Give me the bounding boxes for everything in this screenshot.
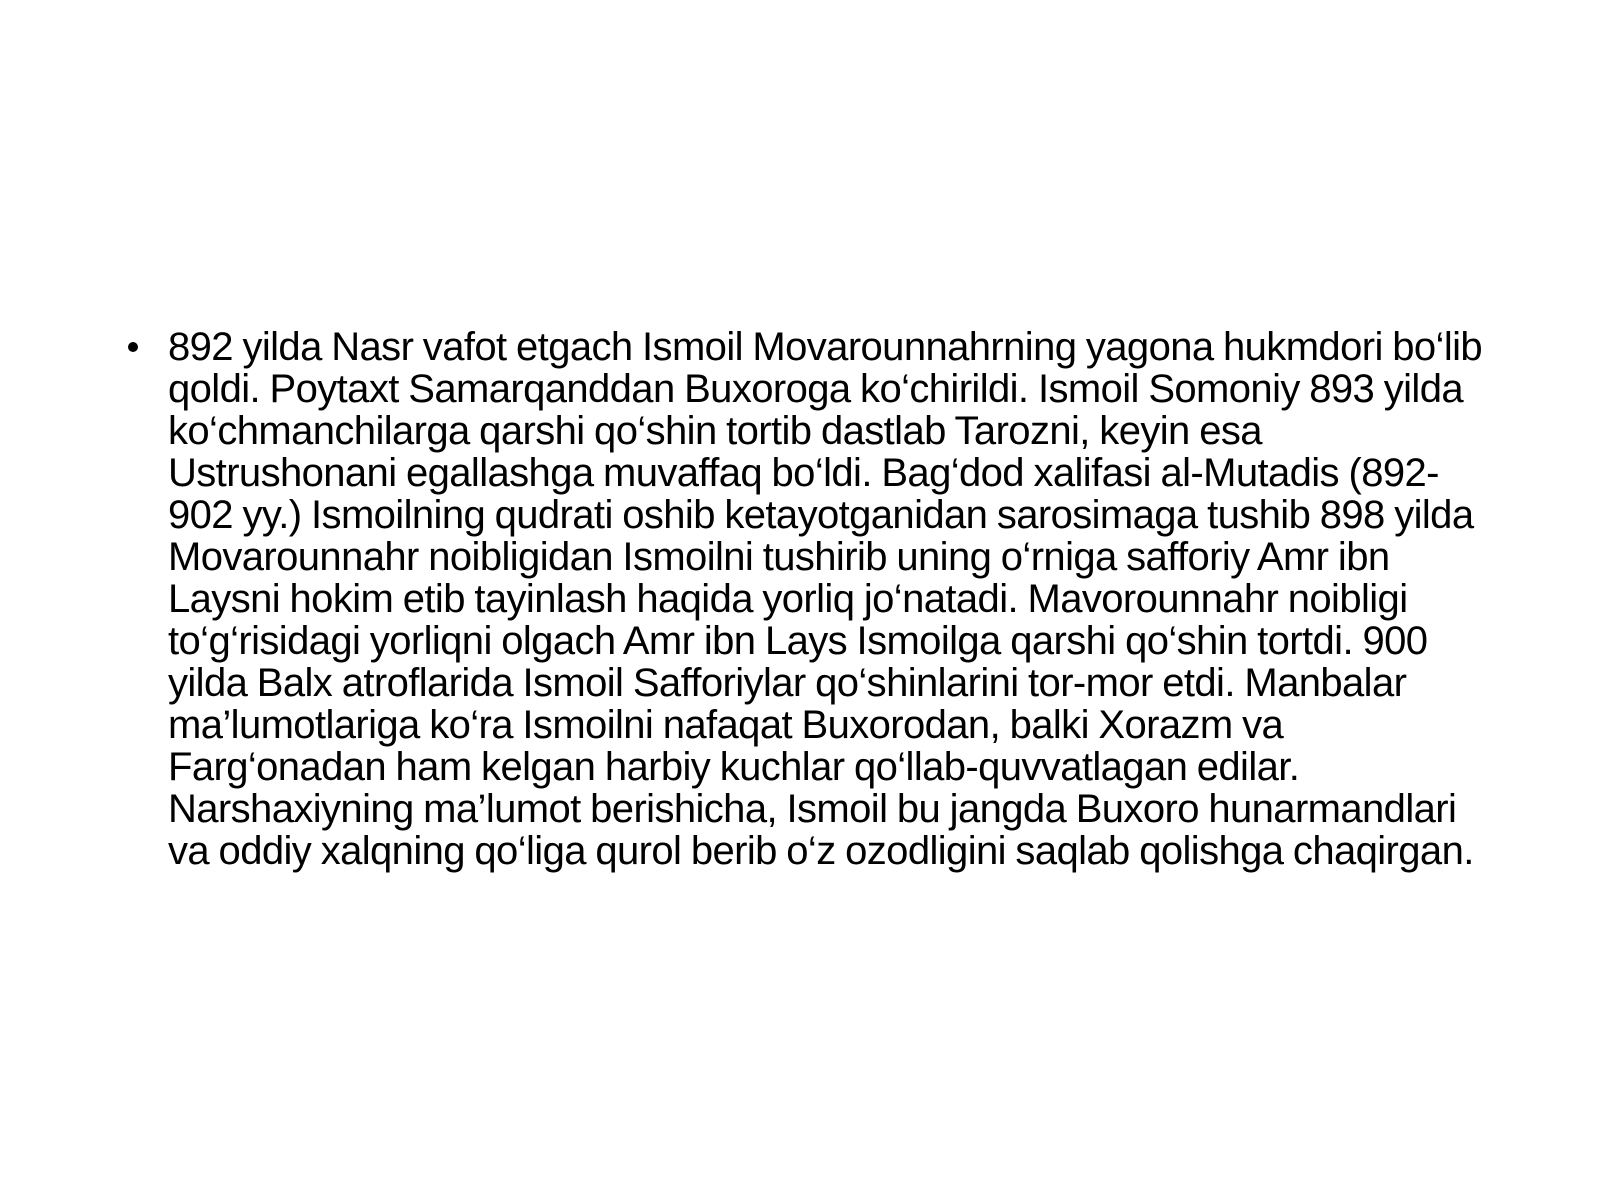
bullet-text: 892 yilda Nasr vafot etgach Ismoil Movarounnahrning yagona hukmdori bo‘lib qoldi. Poytaxt Samarqanddan Buxoroga ko‘chirildi. Ismoil Somoniy 893 yilda ko‘chmanchilarga qarshi qo‘shin tortib dastlab Tarozni, keyin esa Ustrushonani egallashga muvaffaq bo‘ldi. Bag‘dod xalifasi al-Mutadis (892-902 yy.) Ismoilning qudrati oshib ketayotganidan sarosimaga tushib 898 yilda Movarounnahr noibligidan Ismoilni tushirib uning o‘rniga safforiy Amr ibn Laysni hokim etib tayinlash haqida yorliq jo‘natadi. Mavorounnahr noibligi to‘g‘risidagi yorliqni olgach Amr ibn Lays Ismoilga qarshi qo‘shin tortdi. 900 yilda Balx atroflarida Ismoil Safforiylar qo‘shinlarini tor-mor etdi. Manbalar ma’lumotlariga ko‘ra Ismoilni nafaqat Buxorodan, balki Xorazm va Farg‘onadan ham kelgan harbiy kuchlar qo‘llab-quvvatlagan edilar. Narshaxiyning ma’lumot berishicha, Ismoil bu jangda Buxoro hunarmandlari va oddiy xalqning qo‘liga qurol berib o‘z ozodligini saqlab qolishga chaqirgan. [168, 325, 1483, 873]
bullet-list [120, 326, 1490, 872]
bullet-dot-icon [128, 342, 138, 352]
slide-body [120, 326, 1490, 872]
bullet-item [120, 326, 1490, 872]
